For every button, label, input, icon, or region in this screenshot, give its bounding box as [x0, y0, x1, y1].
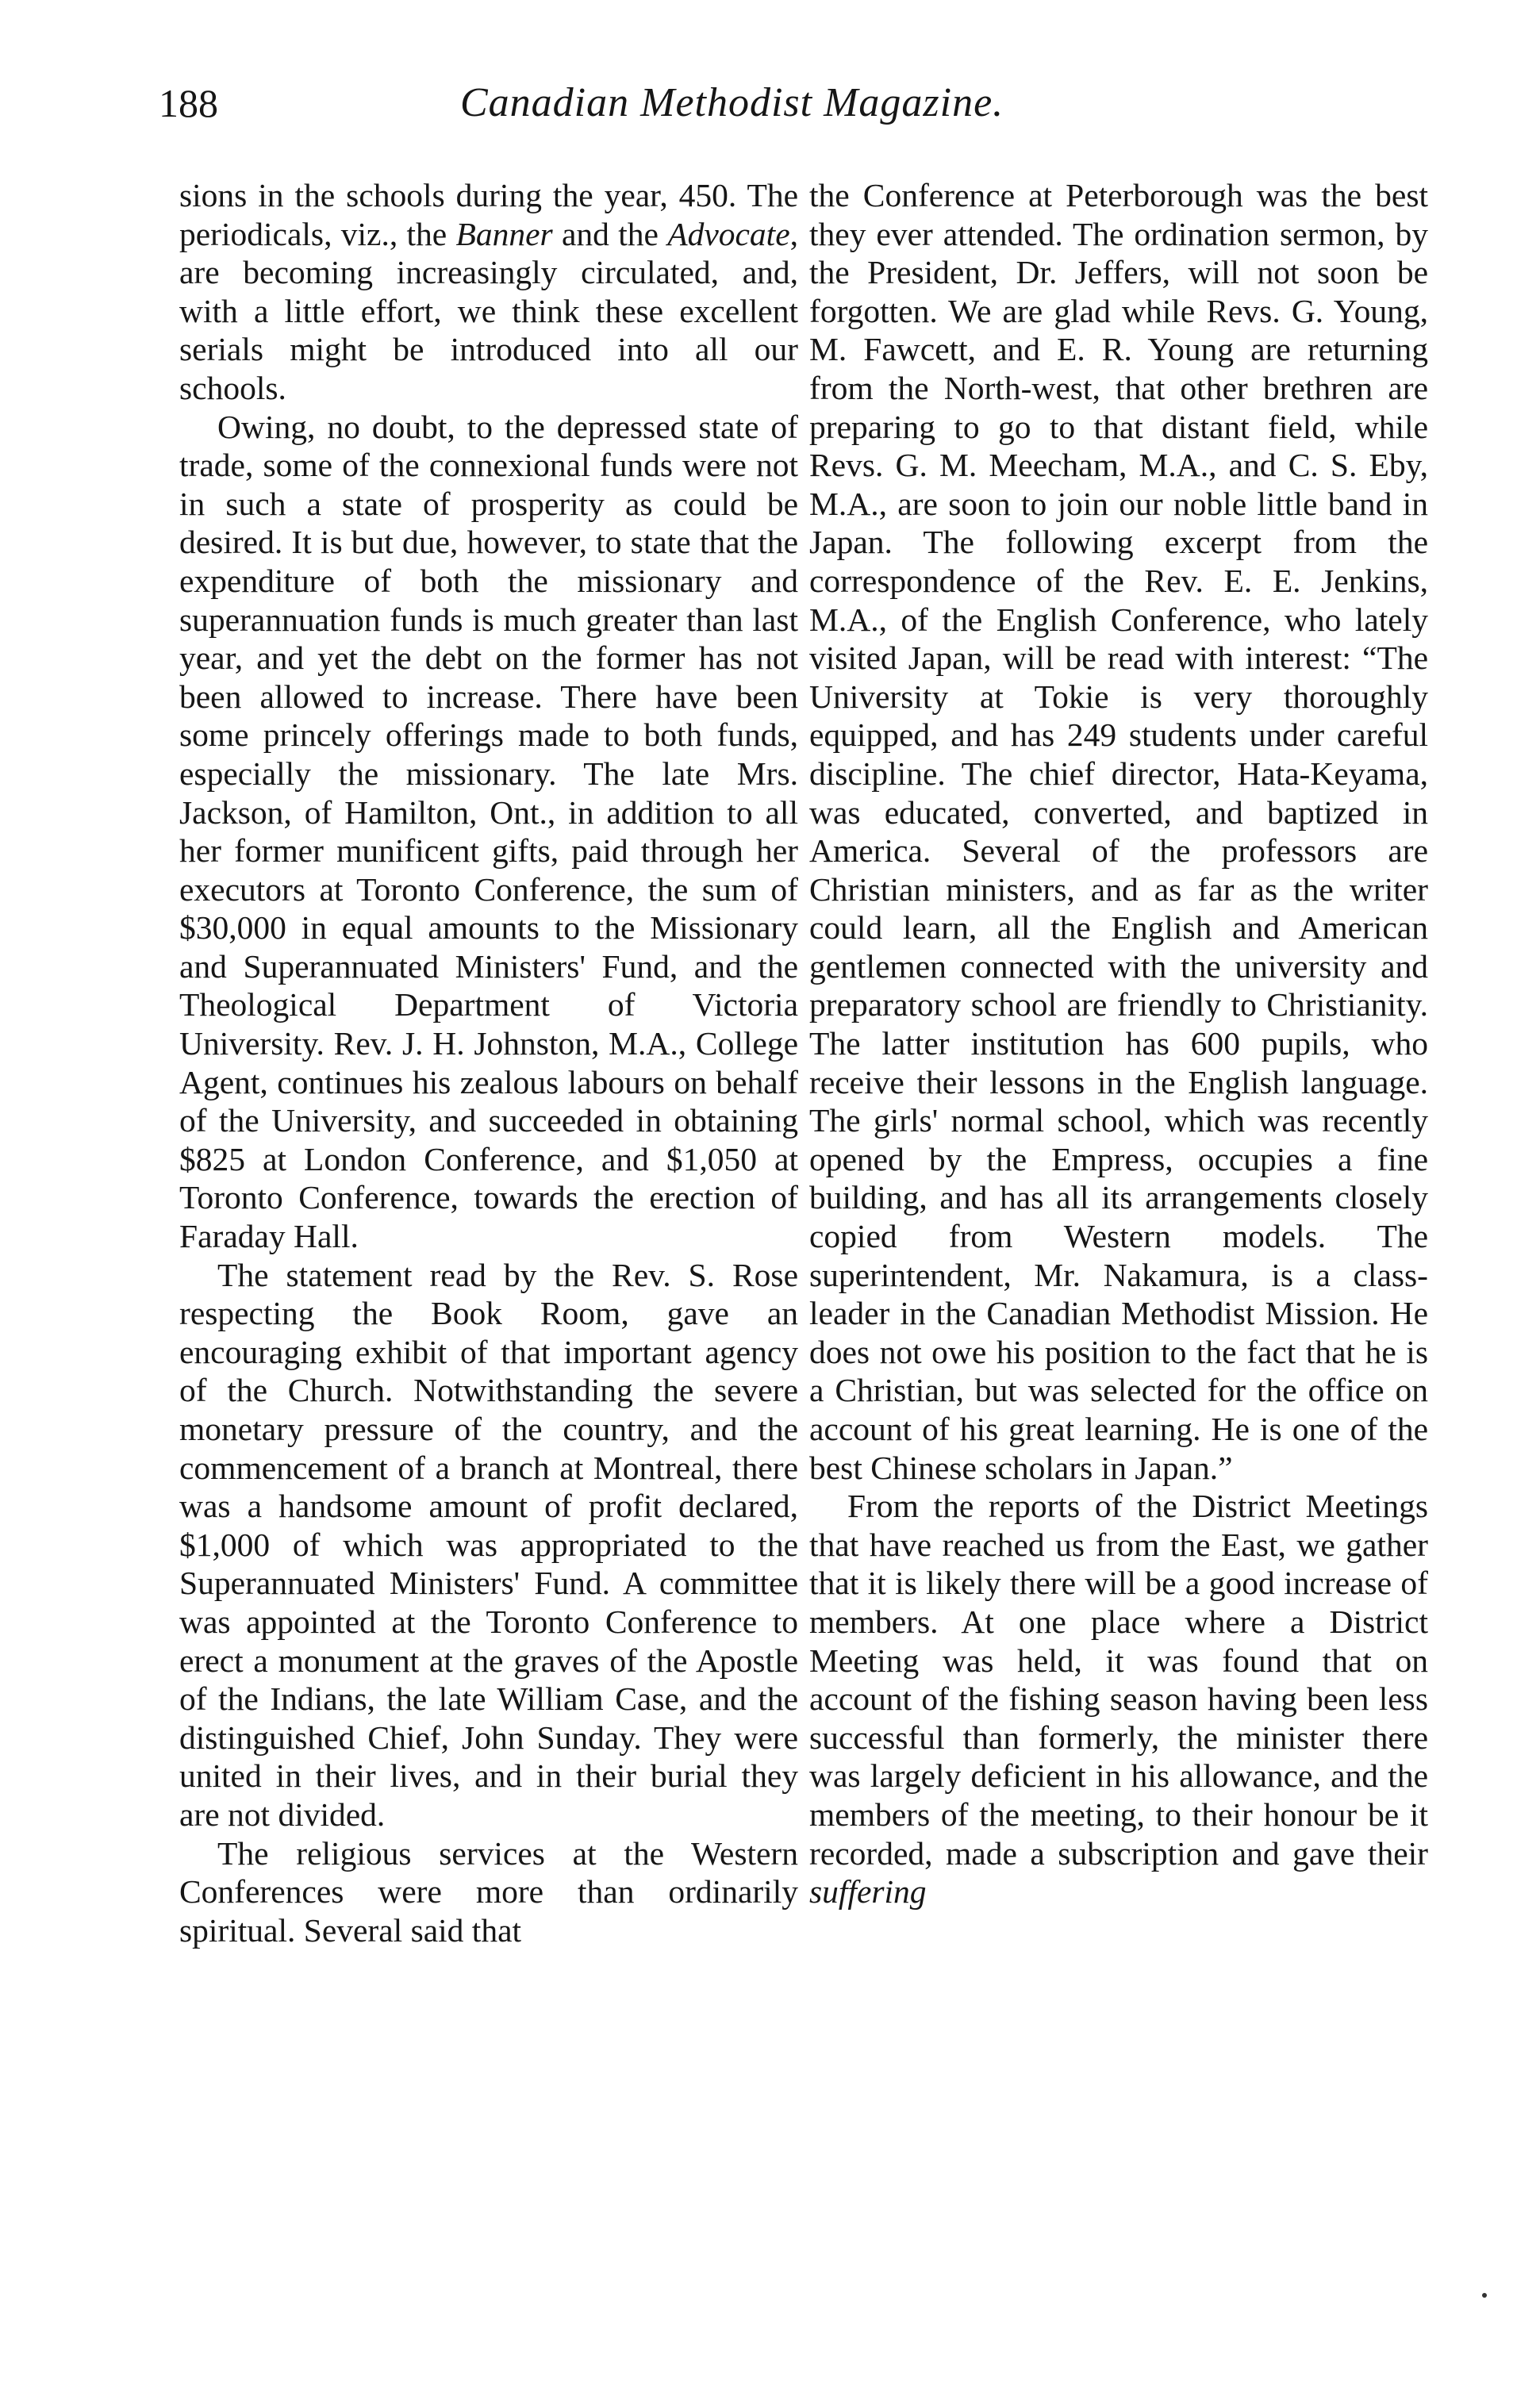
- text-run: and the: [552, 215, 668, 252]
- right-column: [809, 176, 1428, 1911]
- page-number: 188: [159, 81, 218, 125]
- text-run: From the reports of the District Meetings that have reached us from the East, we gather that it is likely there will be a good increase of members. At one place where a District Meeting was held, it was found that on account of the fishing season having been less successful than formerly, the minister there was largely deficient in his allowance, and the members of the meeting, to their honour be it recorded, made a subscription and gave their: [809, 1488, 1428, 1872]
- paragraph: The religious services at the Western Conferences were more than ordinarily spiritual. Several said that: [179, 1834, 798, 1949]
- paragraph: the Conference at Peterborough was the best they ever attended. The ordination sermon, by the President, Dr. Jeffers, will not soon be forgotten. We are glad while Revs. G. Young, M. Fawcett, and E. R. Young are returning from the North-west, that other brethren are preparing to go to that distant field, while Revs. G. M. Meecham, M.A., and C. S. Eby, M.A., are soon to join our noble little band in Japan. The following excerpt from the correspondence of the Rev. E. E. Jenkins, M.A., of the English Conference, who lately visited Japan, will be read with interest: “The University at Tokie is very thoroughly equipped, and has 249 students under careful discipline. The chief director, Hata-Keyama, was educated, converted, and baptized in America. Several of the professors are Christian ministers, and as far as the writer could learn, all the English and American gentlemen connected with the university and preparatory school are friendly to Christianity. The latter institution has 600 pupils, who receive their lessons in the English language. The girls' normal school, which was recently opened by the Empress, occupies a fine building, and has all its arrangements closely copied from Western models. The superintendent, Mr. Nakamura, is a class-leader in the Canadian Methodist Mission. He does not owe his position to the fact that he is a Christian, but was selected for the office on account of his great learning. He is one of the best Chinese scholars in Japan.”: [809, 177, 1428, 1486]
- paragraph: Owing, no doubt, to the depressed state of trade, some of the connexional funds were not in such a state of prosperity as could be desired. It is but due, however, to state that the expenditure of both the missionary and superannuation funds is much greater than last year, and yet the debt on the former has not been allowed to increase. There have been some princely offerings made to both funds, especially the missionary. The late Mrs. Jackson, of Hamilton, Ont., in addition to all her former munificent gifts, paid through her executors at Toronto Conference, the sum of $30,000 in equal amounts to the Missionary and Superannuated Ministers' Fund, and the Theological Department of Victoria University. Rev. J. H. Johnston, M.A., College Agent, continues his zealous labours on behalf of the University, and succeeded in obtaining $825 at London Conference, and $1,050 at Toronto Conference, towards the erection of Faraday Hall.: [179, 408, 798, 1255]
- text-run: sions in the schools during the year, 450. The periodicals, viz., the: [179, 177, 798, 252]
- paragraph: [179, 176, 798, 408]
- paragraph: The statement read by the Rev. S. Rose respecting the Book Room, gave an encouraging exhibit of that important agency of the Church. Notwithstanding the severe monetary pressure of the country, and the commencement of a branch at Montreal, there was a handsome amount of profit declared, $1,000 of which was appropriated to the Superannuated Ministers' Fund. A committee was appointed at the Toronto Conference to erect a monument at the graves of the Apostle of the Indians, the late William Case, and the distinguished Chief, John Sunday. They were united in their lives, and in their burial they are not divided.: [179, 1256, 798, 1833]
- running-title: Canadian Methodist Magazine.: [460, 80, 1004, 125]
- print-speck: [1482, 2293, 1487, 2298]
- italic-periodical-name: Advocate: [667, 215, 790, 252]
- text-run: , are becoming increasingly circulated, and, with a little effort, we think these excellent serials might be introduced into all our schools.: [179, 215, 798, 406]
- page-header: [159, 63, 1428, 151]
- italic-word: suffering: [809, 1873, 927, 1911]
- italic-periodical-name: Banner: [455, 215, 553, 252]
- left-column: [179, 176, 798, 1949]
- paragraph: [809, 1487, 1428, 1911]
